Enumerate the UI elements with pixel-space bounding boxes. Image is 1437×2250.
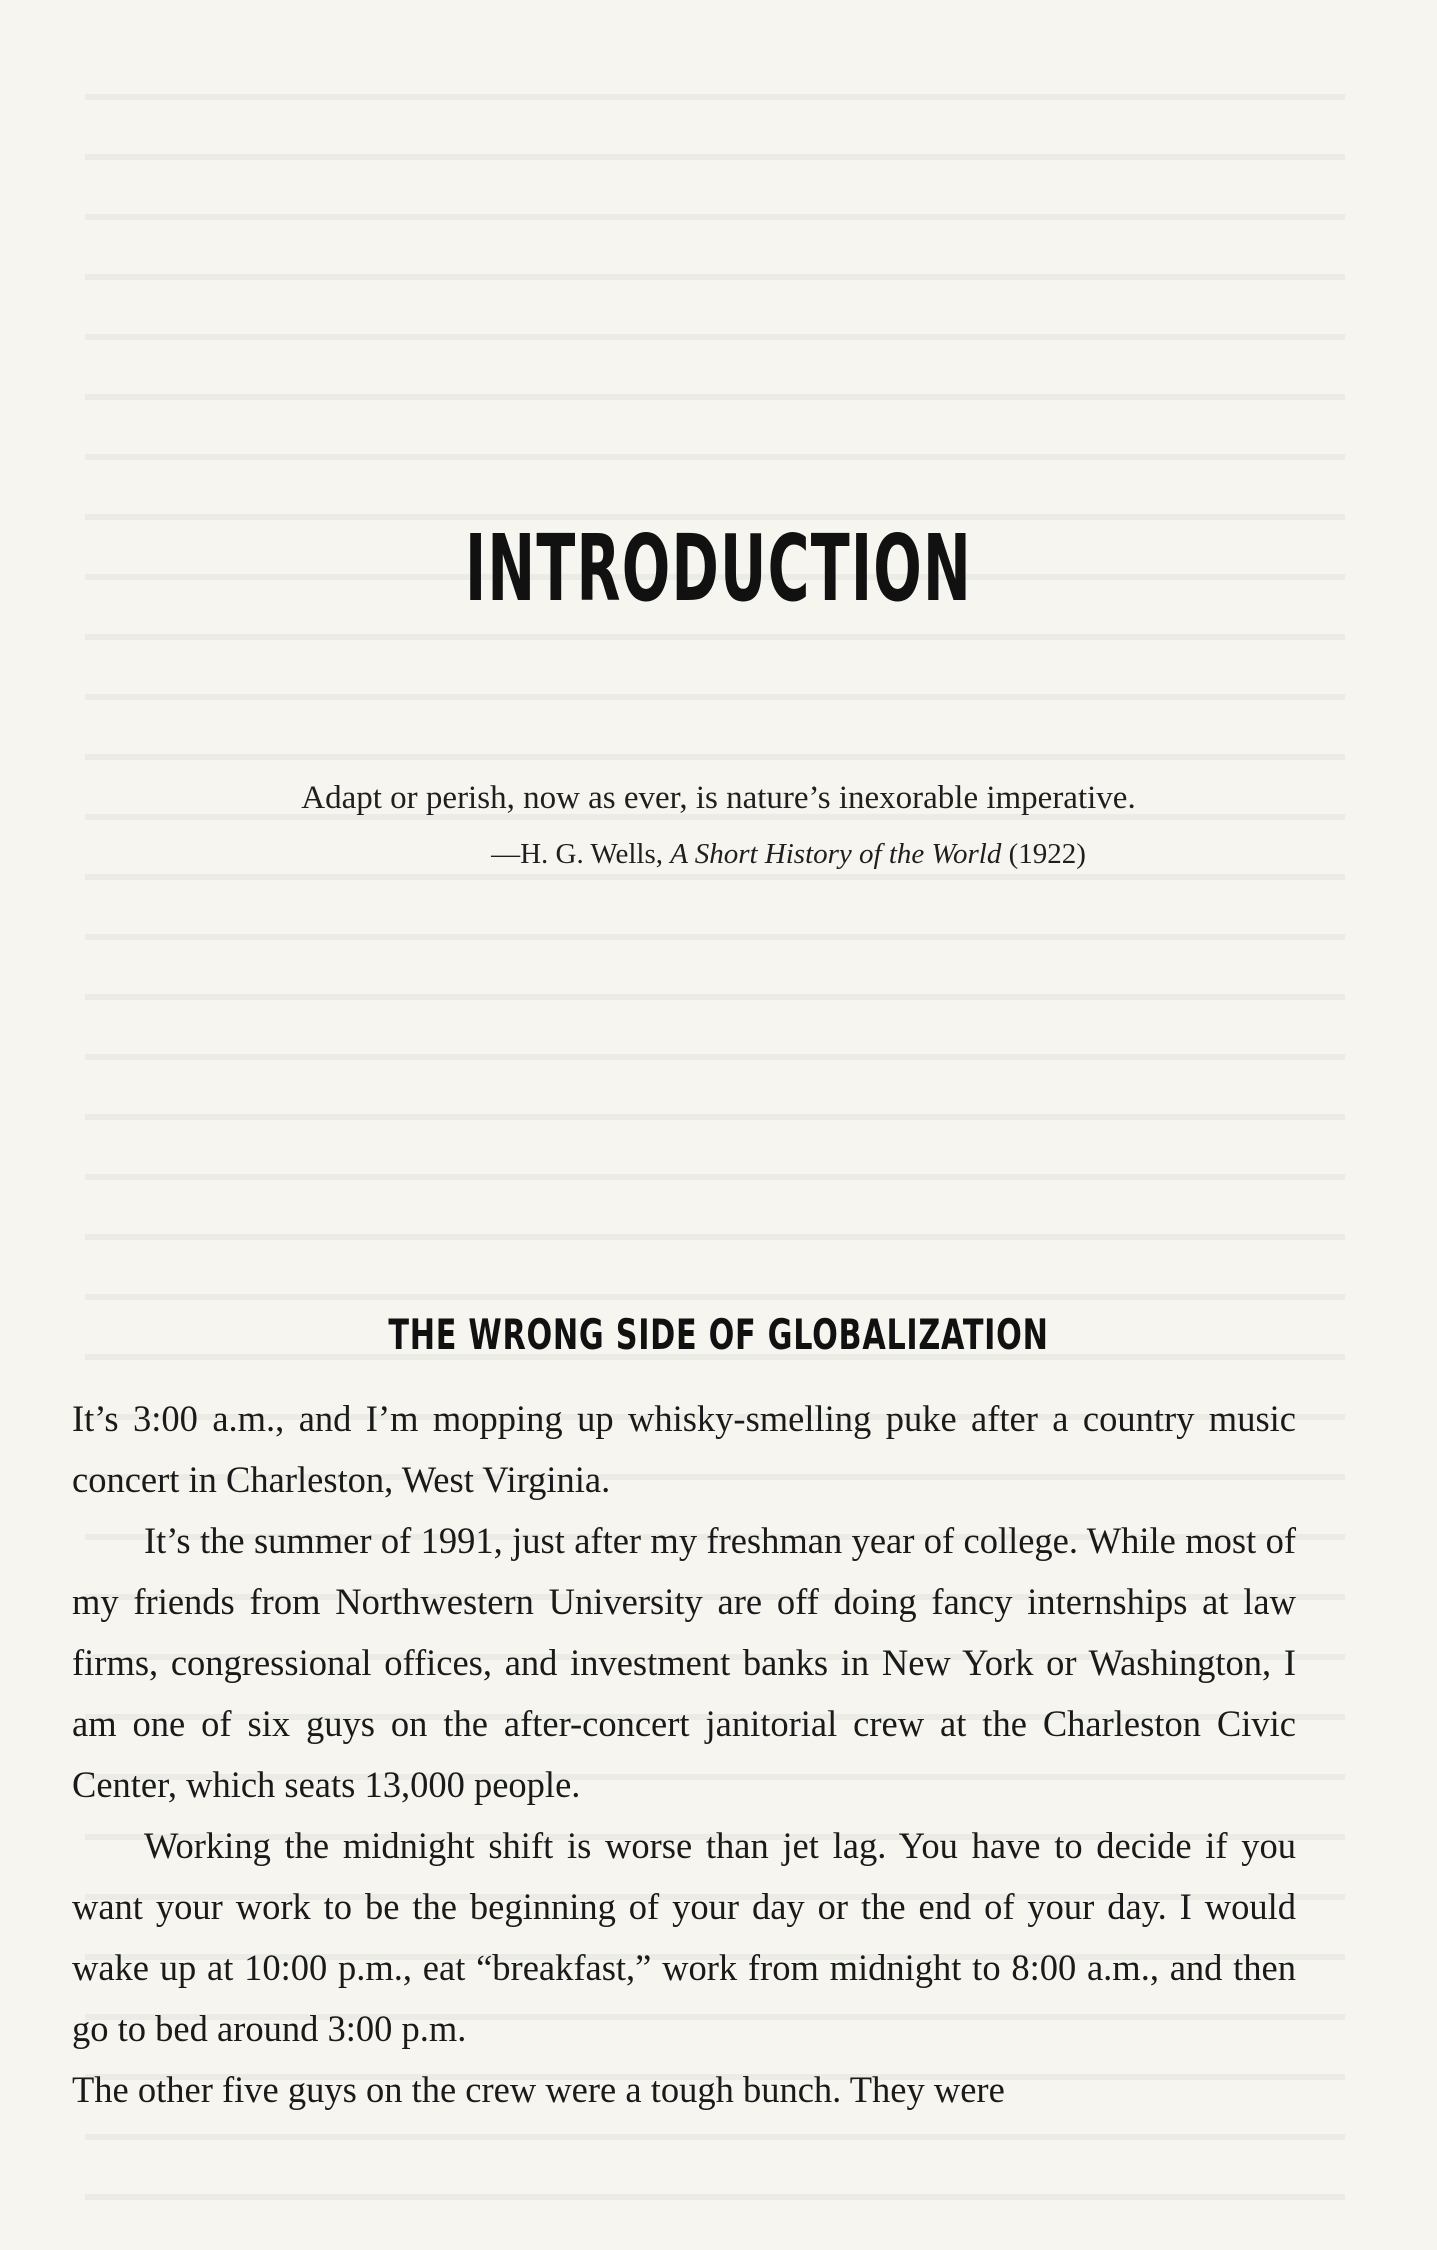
chapter-title: INTRODUCTION — [464, 515, 973, 622]
epigraph-quote: Adapt or perish, now as ever, is nature’s inexorable imperative. — [301, 780, 1136, 816]
epigraph-year: (1922) — [1001, 838, 1086, 870]
paragraph: It’s the summer of 1991, just after my freshman year of college. While most of my friends from Northwestern University are off doing fancy internships at law firms, congressional offices, and investment banks in New York or Washington, I am one of six guys on the after-concert janitorial crew at the Charleston Civic Center, which seats 13,000 people. — [72, 1520, 1296, 1805]
section-heading: THE WRONG SIDE OF GLOBALIZATION — [388, 1310, 1049, 1359]
epigraph-work-title: A Short History of the World — [670, 838, 1002, 870]
paragraph: The other five guys on the crew were a tough bunch. They were — [72, 2069, 1005, 2110]
paragraph: It’s 3:00 a.m., and I’m mopping up whisky-smelling puke after a country music concert in Charleston, West Virginia. — [72, 1398, 1296, 1500]
epigraph-author: —H. G. Wells, — [491, 838, 671, 870]
body-text — [72, 1388, 1296, 2120]
epigraph-attribution — [0, 838, 1437, 871]
paragraph: Working the midnight shift is worse than jet lag. You have to decide if you want your work to be the beginning of your day or the end of your day. I would wake up at 10:00 p.m., eat “breakfast,” work from midnight to 8:00 a.m., and then go to bed around 3:00 p.m. — [72, 1825, 1296, 2049]
